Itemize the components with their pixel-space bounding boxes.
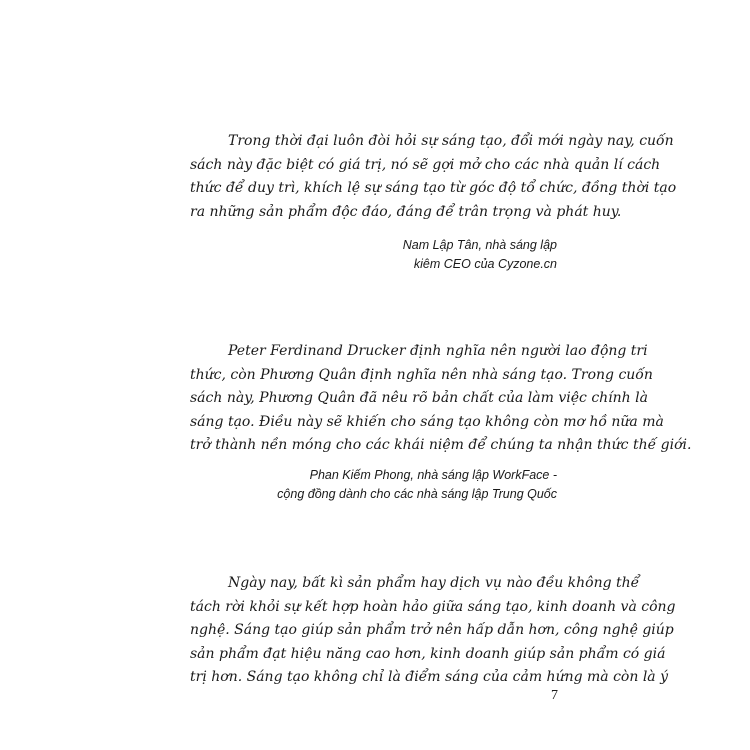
quote-3-line-1: Ngày nay, bất kì sản phẩm hay dịch vụ nào đều không thể <box>228 575 640 591</box>
quote-2-line-4: sáng tạo. Điều này sẽ khiến cho sáng tạo không còn mơ hồ nữa mà <box>190 413 664 430</box>
quote-1-line-4: ra những sản phẩm độc đáo, đáng để trân trọng và phát huy. <box>190 203 622 220</box>
quote-2-attribution-line-2: cộng đồng dành cho các nhà sáng lập Trung Quốc <box>277 487 557 501</box>
quote-1-attribution <box>403 236 557 274</box>
quote-1-line-2: sách này đặc biệt có giá trị, nó sẽ gợi mở cho các nhà quản lí cách <box>190 156 661 173</box>
page-number: 7 <box>551 688 558 703</box>
quote-2-attribution <box>277 466 557 504</box>
quote-2 <box>190 340 692 458</box>
quote-1-line-3: thức để duy trì, khích lệ sự sáng tạo từ góc độ tổ chức, đồng thời tạo <box>190 180 677 197</box>
quote-2-line-1: Peter Ferdinand Drucker định nghĩa nên người lao động tri <box>228 343 648 359</box>
quote-2-line-5: trở thành nền móng cho các khái niệm để chúng ta nhận thức thế giới. <box>190 437 692 454</box>
quote-1-attribution-line-1: Nam Lập Tân, nhà sáng lập <box>402 238 557 252</box>
quote-1-attribution-line-2: kiêm CEO của Cyzone.cn <box>413 257 557 271</box>
quote-1-line-1: Trong thời đại luôn đòi hỏi sự sáng tạo, đổi mới ngày nay, cuốn <box>228 133 674 149</box>
quote-3 <box>190 572 676 690</box>
quote-2-attribution-line-1: Phan Kiếm Phong, nhà sáng lập WorkFace - <box>309 468 557 482</box>
quote-3-line-5: trị hơn. Sáng tạo không chỉ là điểm sáng của cảm hứng mà còn là ý <box>190 669 669 686</box>
quote-3-line-3: nghệ. Sáng tạo giúp sản phẩm trở nên hấp dẫn hơn, công nghệ giúp <box>190 622 674 639</box>
quote-2-line-2: thức, còn Phương Quân định nghĩa nên nhà sáng tạo. Trong cuốn <box>190 366 653 383</box>
quote-3-line-2: tách rời khỏi sự kết hợp hoàn hảo giữa sáng tạo, kinh doanh và công <box>190 598 676 615</box>
quote-1 <box>190 130 677 224</box>
quote-2-line-3: sách này, Phương Quân đã nêu rõ bản chất của làm việc chính là <box>190 390 648 407</box>
quote-3-line-4: sản phẩm đạt hiệu năng cao hơn, kinh doanh giúp sản phẩm có giá <box>190 645 666 662</box>
